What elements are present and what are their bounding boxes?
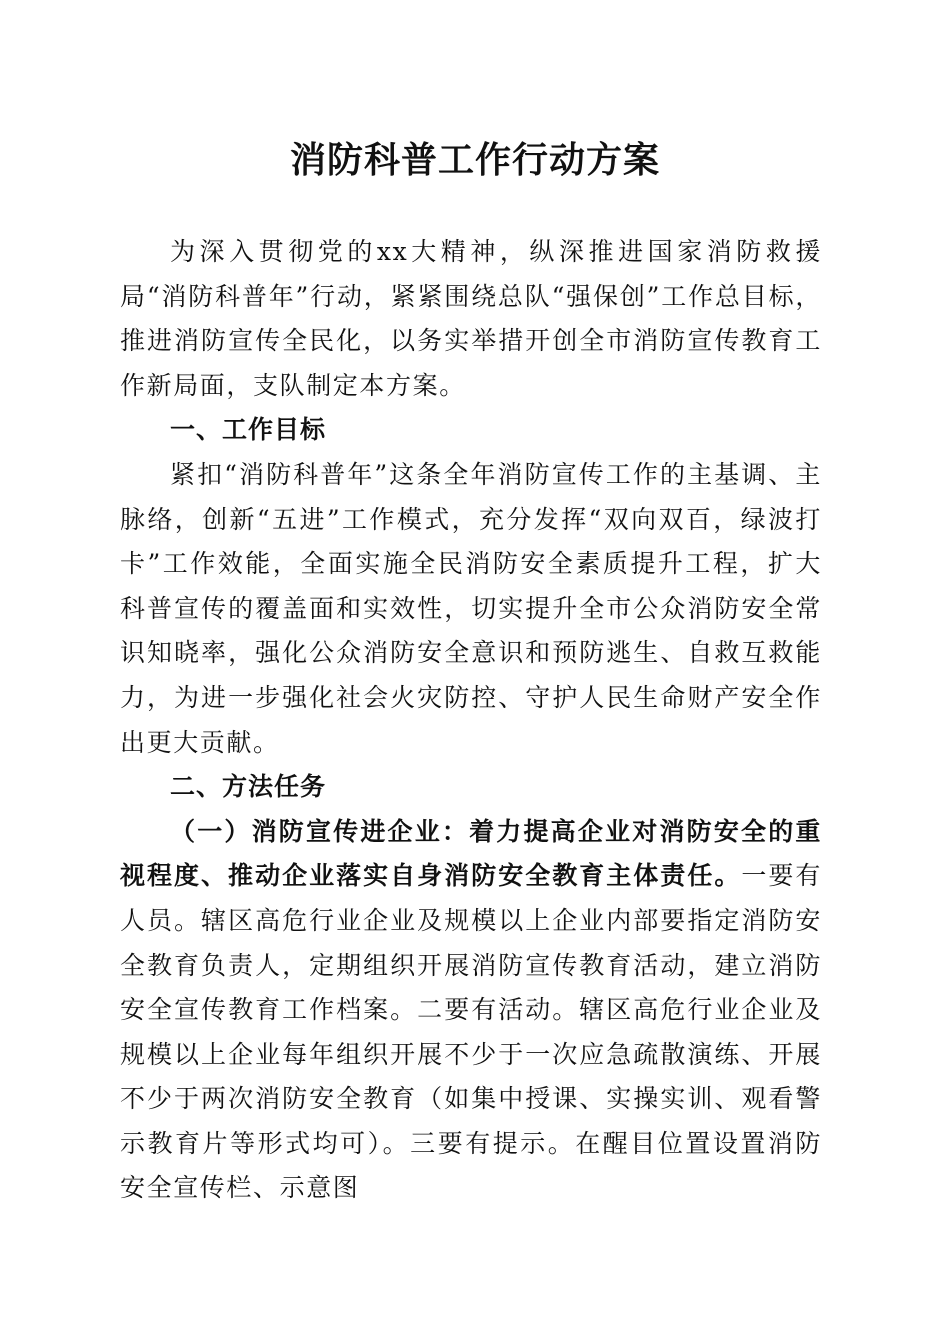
methods-item-text: 一要有人员。辖区高危行业企业及规模以上企业内部要指定消防安全教育负责人，定期组织开展消防宣传教育活动，建立消防安全宣传教育工作档案。二要有活动。辖区高危行业企业及规模以上企业每年组织开展不少于一次应急疏散演练、开展不少于两次消防安全教育（如集中授课、实操实训、观看警示教育片等形式均可）。三要有提示。在醒目位置设置消防安全宣传栏、示意图 [120,861,822,1203]
goals-paragraph: 紧扣“消防科普年”这条全年消防宣传工作的主基调、主脉络，创新“五进”工作模式，充分发挥“双向双百，绿波打卡”工作效能，全面实施全民消防安全素质提升工程，扩大科普宣传的覆盖面和实效性，切实提升全市公众消防安全常识知晓率，强化公众消防安全意识和预防逃生、自救互救能力，为进一步强化社会火灾防控、守护人民生命财产安全作出更大贡献。 [120,459,822,757]
methods-item-paragraph [120,810,822,1211]
section-heading-methods: 二、方法任务 [170,772,327,802]
methods-item-lead: （一）消防宣传进企业：着力提高企业对消防安全的重视程度、推动企业落实自身消防安全教育主体责任。 [120,816,822,891]
document-title: 消防科普工作行动方案 [289,139,660,181]
intro-paragraph: 为深入贯彻党的xx大精神，纵深推进国家消防救援局“消防科普年”行动，紧紧围绕总队“强保创”工作总目标，推进消防宣传全民化，以务实举措开创全市消防宣传教育工作新局面，支队制定本方案。 [120,237,822,400]
document-body [120,230,822,1211]
section-heading-goals: 一、工作目标 [170,415,327,445]
